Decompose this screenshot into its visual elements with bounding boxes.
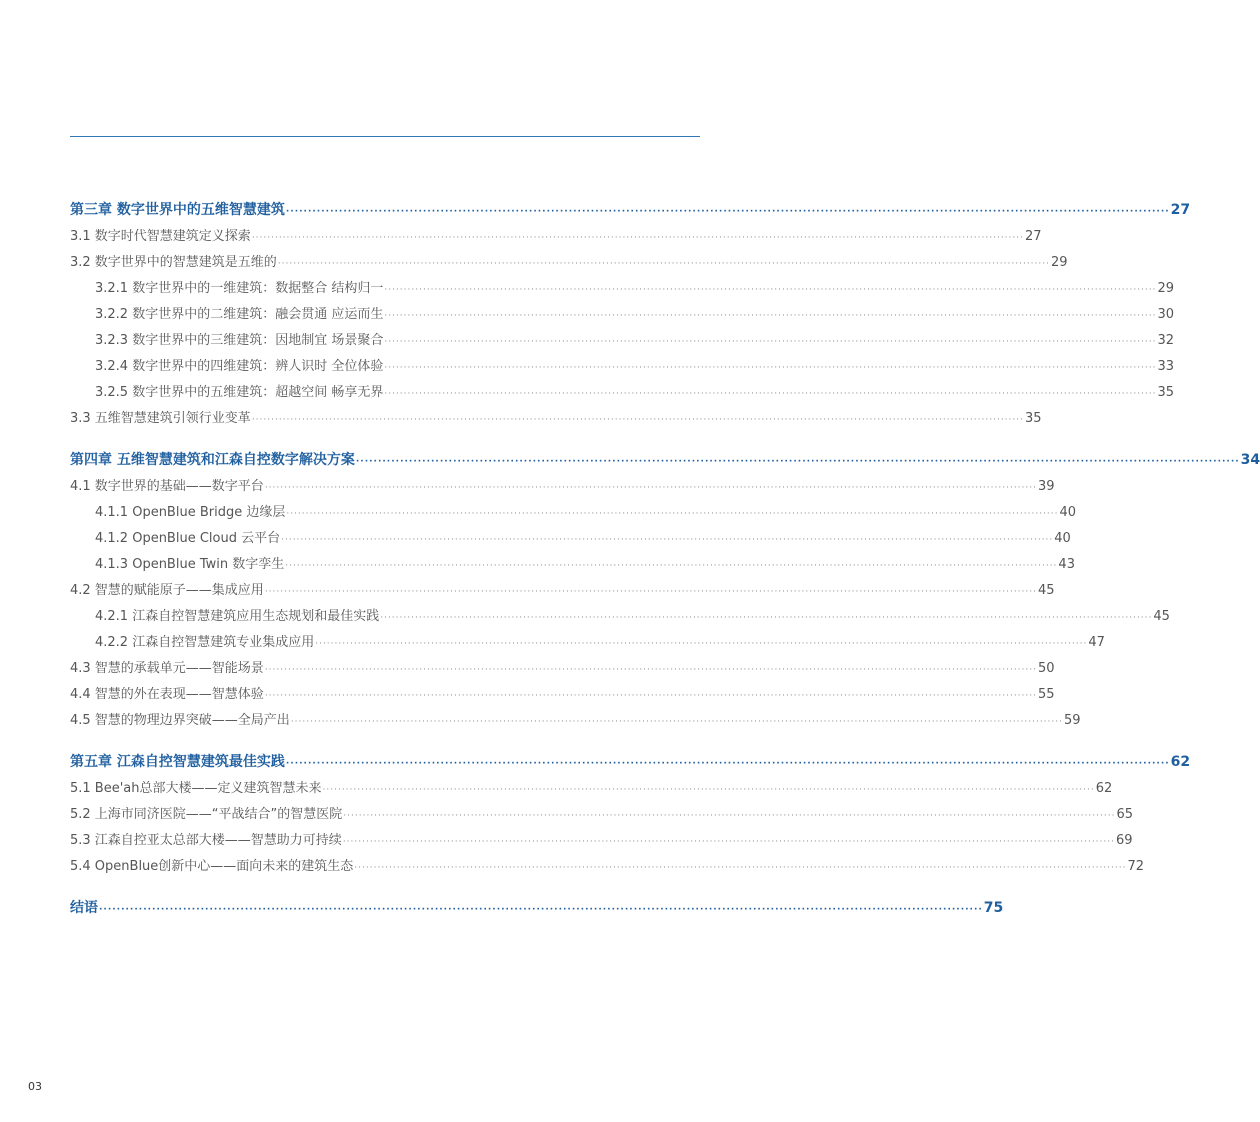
toc-entry-title: 4.2 智慧的赋能原子——集成应用 bbox=[70, 583, 264, 598]
toc-chapter-title: 结语 bbox=[70, 900, 98, 916]
toc-page-number: 40 bbox=[1054, 531, 1071, 546]
toc-entry-title: 3.2.3 数字世界中的三维建筑：因地制宜 场景聚合 bbox=[95, 333, 384, 348]
dot-leader: ········································································································································································································ bbox=[384, 389, 1157, 399]
toc-page-number: 65 bbox=[1116, 807, 1133, 822]
toc-chapter-title: 第三章 数字世界中的五维智慧建筑 bbox=[70, 202, 285, 218]
toc-page-number: 29 bbox=[1050, 255, 1068, 270]
dot-leader: ········································································································································································································ bbox=[384, 363, 1157, 373]
table-of-contents bbox=[70, 196, 1260, 922]
dot-leader: ········································································································································································································ bbox=[384, 337, 1157, 347]
toc-page-number: 47 bbox=[1088, 635, 1105, 650]
toc-page-number: 45 bbox=[1153, 609, 1170, 624]
toc-entry[interactable] bbox=[70, 630, 1105, 656]
dot-leader: ········································································································································································································ bbox=[384, 311, 1157, 321]
dot-leader: ········································································································································································································ bbox=[354, 863, 1127, 873]
toc-entry[interactable] bbox=[70, 854, 1145, 880]
toc-page-number: 27 bbox=[1170, 202, 1191, 218]
toc-entry[interactable] bbox=[70, 250, 1068, 276]
toc-entry[interactable] bbox=[70, 328, 1175, 354]
header-rule bbox=[70, 136, 700, 137]
dot-leader: ········································································································································································································ bbox=[264, 483, 1037, 493]
dot-leader: ········································································································································································································ bbox=[343, 811, 1116, 821]
toc-entry[interactable] bbox=[70, 380, 1175, 406]
toc-entry-title: 3.2.4 数字世界中的四维建筑：辨人识时 全位体验 bbox=[95, 359, 384, 374]
spacer bbox=[70, 734, 700, 748]
dot-leader: ········································································································································································································ bbox=[322, 785, 1095, 795]
toc-entry[interactable] bbox=[70, 276, 1175, 302]
toc-page-number: 30 bbox=[1157, 307, 1175, 322]
toc-page-number: 27 bbox=[1024, 229, 1042, 244]
dot-leader: ········································································································································································································ bbox=[285, 561, 1058, 571]
toc-entry[interactable] bbox=[70, 776, 1113, 802]
toc-page-number: 62 bbox=[1095, 781, 1113, 796]
spacer bbox=[70, 880, 700, 894]
dot-leader: ········································································································································································································ bbox=[315, 639, 1088, 649]
toc-entry-title: 4.4 智慧的外在表现——智慧体验 bbox=[70, 687, 264, 702]
toc-entry[interactable] bbox=[70, 224, 1042, 250]
toc-entry-title: 4.1.2 OpenBlue Cloud 云平台 bbox=[95, 531, 281, 546]
dot-leader: ········································································································································································································ bbox=[355, 457, 1240, 467]
spacer bbox=[70, 432, 700, 446]
toc-page-number: 34 bbox=[1240, 452, 1260, 468]
toc-page-number: 75 bbox=[983, 900, 1004, 916]
toc-entry[interactable] bbox=[70, 604, 1170, 630]
toc-entry[interactable] bbox=[70, 474, 1055, 500]
dot-leader: ········································································································································································································ bbox=[285, 207, 1170, 217]
toc-page-number: 29 bbox=[1157, 281, 1175, 296]
toc-entry-title: 4.2.1 江森自控智慧建筑应用生态规划和最佳实践 bbox=[95, 609, 380, 624]
dot-leader: ········································································································································································································ bbox=[99, 905, 983, 915]
dot-leader: ········································································································································································································ bbox=[251, 233, 1024, 243]
toc-entry-title: 3.3 五维智慧建筑引领行业变革 bbox=[70, 411, 251, 426]
dot-leader: ········································································································································································································ bbox=[380, 613, 1153, 623]
toc-entry[interactable] bbox=[70, 406, 1042, 432]
toc-chapter-4[interactable] bbox=[70, 446, 1260, 474]
toc-conclusion[interactable] bbox=[70, 894, 1004, 922]
toc-page-number: 69 bbox=[1115, 833, 1133, 848]
toc-entry[interactable] bbox=[70, 552, 1075, 578]
toc-entry[interactable] bbox=[70, 708, 1081, 734]
toc-chapter-title: 第四章 五维智慧建筑和江森自控数字解决方案 bbox=[70, 452, 355, 468]
toc-page-number: 33 bbox=[1157, 359, 1175, 374]
toc-page-number: 50 bbox=[1037, 661, 1055, 676]
toc-entry-title: 4.5 智慧的物理边界突破——全局产出 bbox=[70, 713, 290, 728]
toc-entry[interactable] bbox=[70, 526, 1071, 552]
toc-entry[interactable] bbox=[70, 302, 1175, 328]
dot-leader: ········································································································································································································ bbox=[277, 259, 1050, 269]
toc-page-number: 55 bbox=[1037, 687, 1055, 702]
toc-entry-title: 4.1.3 OpenBlue Twin 数字孪生 bbox=[95, 557, 285, 572]
toc-page-number: 62 bbox=[1170, 754, 1191, 770]
dot-leader: ········································································································································································································ bbox=[251, 415, 1024, 425]
dot-leader: ········································································································································································································ bbox=[285, 759, 1170, 769]
toc-entry[interactable] bbox=[70, 802, 1133, 828]
toc-entry-title: 5.3 江森自控亚太总部大楼——智慧助力可持续 bbox=[70, 833, 342, 848]
toc-chapter-title: 第五章 江森自控智慧建筑最佳实践 bbox=[70, 754, 285, 770]
toc-chapter-3[interactable] bbox=[70, 196, 1191, 224]
toc-entry[interactable] bbox=[70, 682, 1055, 708]
dot-leader: ········································································································································································································ bbox=[264, 665, 1037, 675]
dot-leader: ········································································································································································································ bbox=[286, 509, 1059, 519]
toc-page-number: 59 bbox=[1063, 713, 1081, 728]
toc-entry-title: 3.2.5 数字世界中的五维建筑：超越空间 畅享无界 bbox=[95, 385, 384, 400]
dot-leader: ········································································································································································································ bbox=[264, 587, 1037, 597]
toc-entry-title: 3.2.2 数字世界中的二维建筑：融会贯通 应运而生 bbox=[95, 307, 384, 322]
toc-page-number: 32 bbox=[1157, 333, 1175, 348]
toc-entry-title: 4.2.2 江森自控智慧建筑专业集成应用 bbox=[95, 635, 315, 650]
toc-page-number: 35 bbox=[1157, 385, 1175, 400]
toc-entry[interactable] bbox=[70, 656, 1055, 682]
toc-entry-title: 5.4 OpenBlue创新中心——面向未来的建筑生态 bbox=[70, 859, 354, 874]
toc-entry[interactable] bbox=[70, 354, 1175, 380]
toc-page-number: 39 bbox=[1037, 479, 1055, 494]
toc-page-number: 72 bbox=[1127, 859, 1145, 874]
toc-entry-title: 3.2 数字世界中的智慧建筑是五维的 bbox=[70, 255, 277, 270]
toc-entry-title: 5.1 Bee'ah总部大楼——定义建筑智慧未来 bbox=[70, 781, 322, 796]
toc-entry-title: 5.2 上海市同济医院——“平战结合”的智慧医院 bbox=[70, 807, 343, 822]
toc-entry-title: 4.1 数字世界的基础——数字平台 bbox=[70, 479, 264, 494]
toc-entry-title: 3.1 数字时代智慧建筑定义探索 bbox=[70, 229, 251, 244]
toc-entry-title: 4.3 智慧的承载单元——智能场景 bbox=[70, 661, 264, 676]
toc-chapter-5[interactable] bbox=[70, 748, 1191, 776]
toc-page-number: 43 bbox=[1058, 557, 1075, 572]
toc-entry-title: 3.2.1 数字世界中的一维建筑：数据整合 结构归一 bbox=[95, 281, 384, 296]
dot-leader: ········································································································································································································ bbox=[281, 535, 1054, 545]
toc-entry[interactable] bbox=[70, 500, 1077, 526]
dot-leader: ········································································································································································································ bbox=[384, 285, 1157, 295]
page-number: 03 bbox=[28, 1080, 42, 1093]
toc-page-number: 45 bbox=[1037, 583, 1055, 598]
dot-leader: ········································································································································································································ bbox=[342, 837, 1115, 847]
toc-entry[interactable] bbox=[70, 578, 1055, 604]
toc-entry-title: 4.1.1 OpenBlue Bridge 边缘层 bbox=[95, 505, 286, 520]
toc-entry[interactable] bbox=[70, 828, 1133, 854]
dot-leader: ········································································································································································································ bbox=[290, 717, 1063, 727]
dot-leader: ········································································································································································································ bbox=[264, 691, 1037, 701]
toc-page-number: 35 bbox=[1024, 411, 1042, 426]
toc-page-number: 40 bbox=[1059, 505, 1077, 520]
